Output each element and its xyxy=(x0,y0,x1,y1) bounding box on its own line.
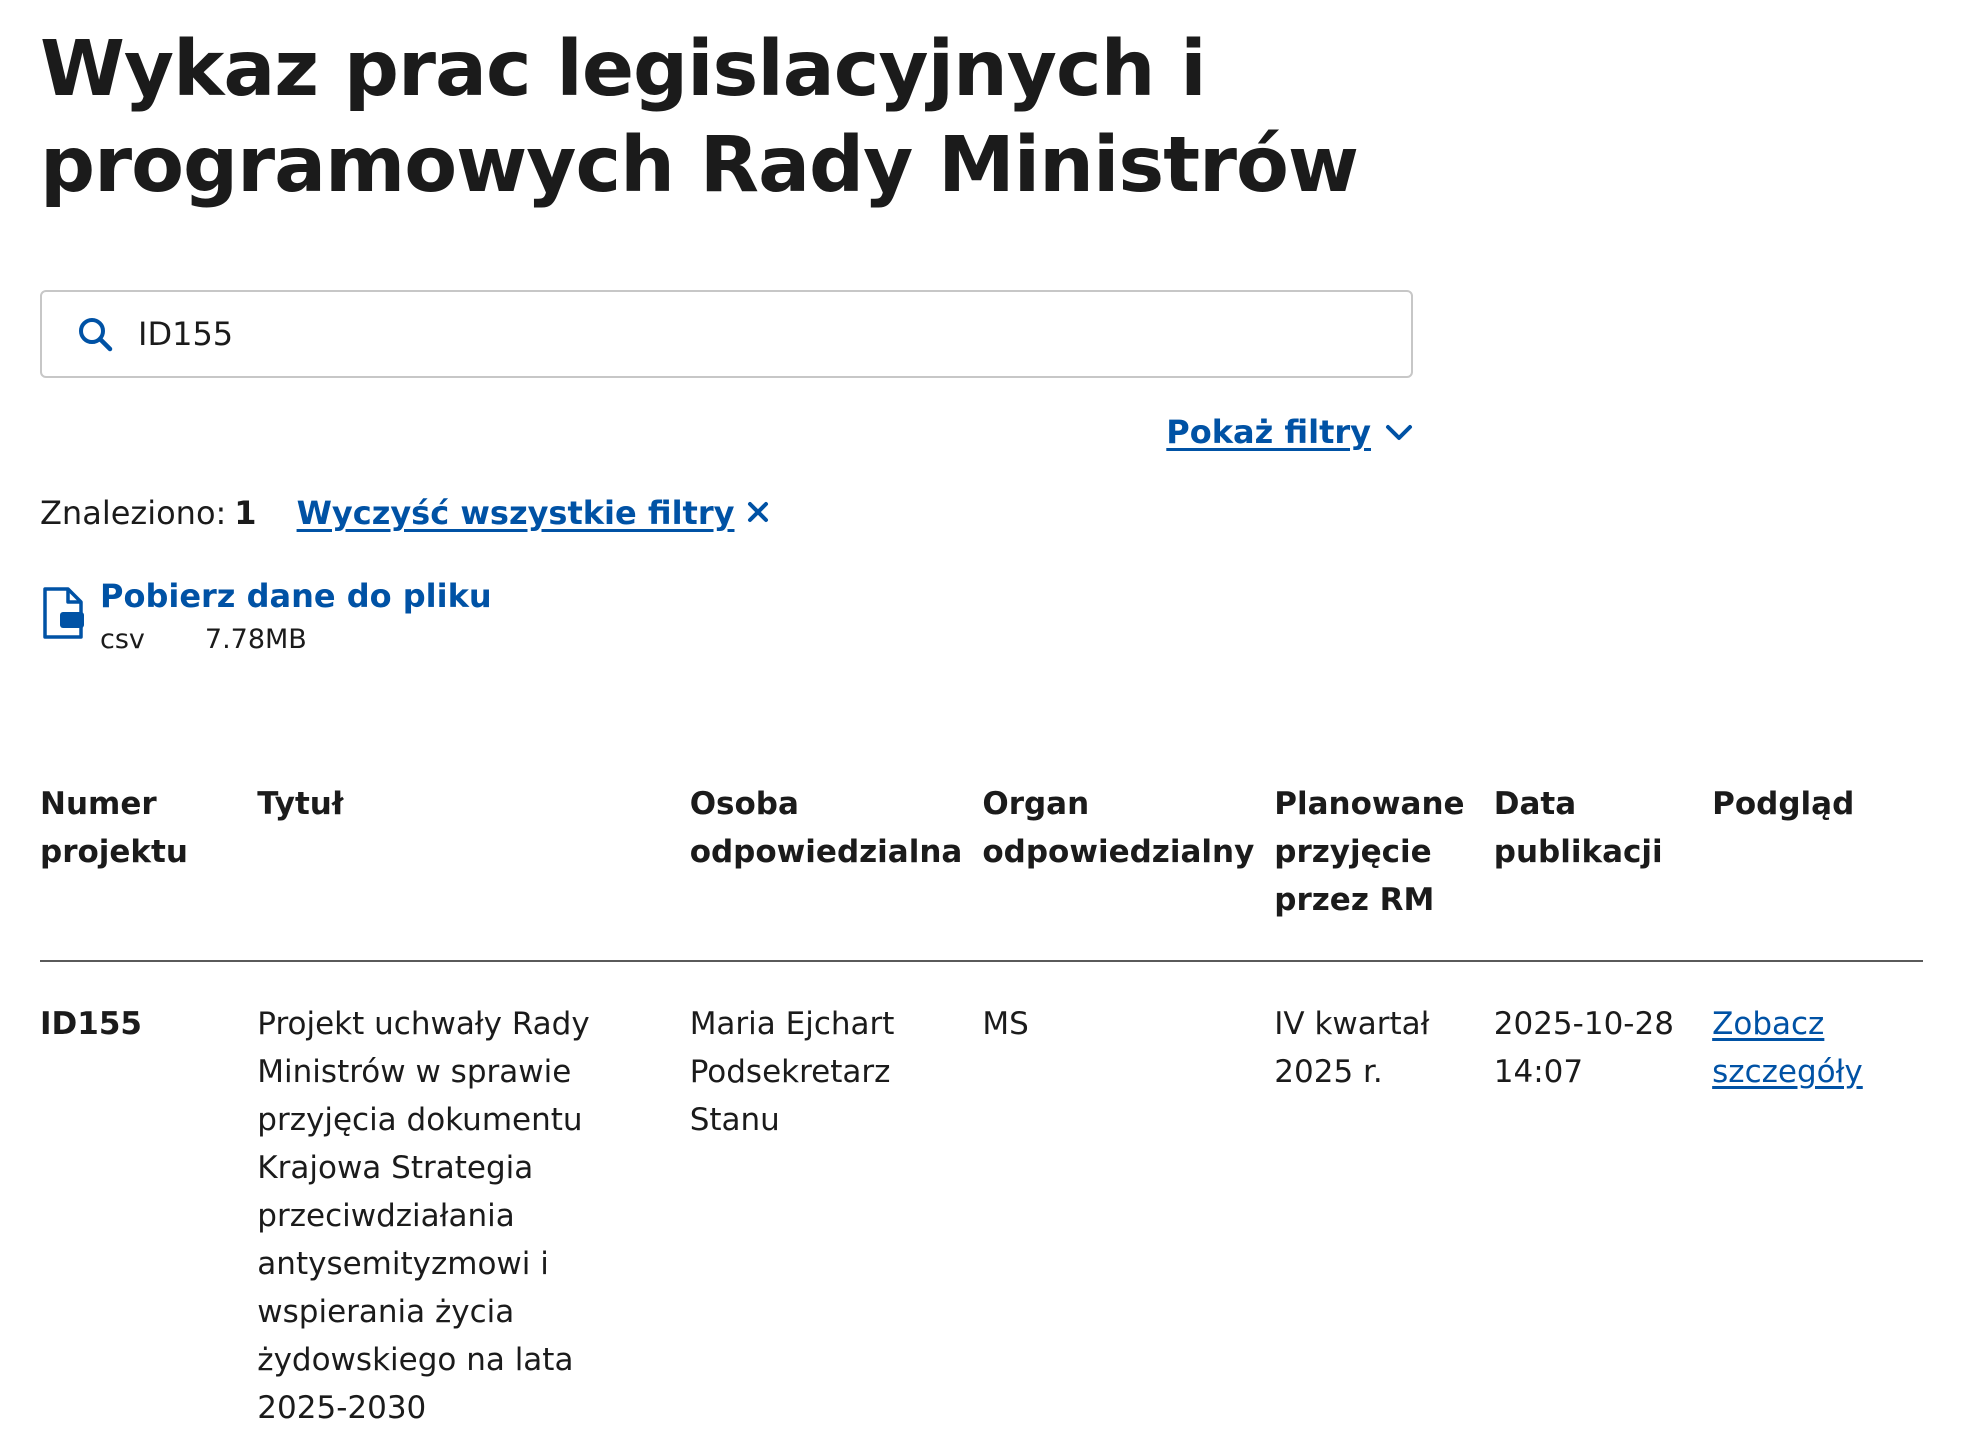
table-header-row xyxy=(40,780,1923,961)
search-box[interactable] xyxy=(40,290,1413,378)
results-table xyxy=(40,780,1923,1432)
file-size: 7.78MB xyxy=(204,624,307,655)
found-count: 1 xyxy=(234,494,257,532)
column-header-published: Data publikacji xyxy=(1494,780,1712,961)
cell-number: ID155 xyxy=(40,1006,142,1042)
cell-person: Maria Ejchart Podsekretarz Stanu xyxy=(689,1006,895,1138)
cell-preview xyxy=(1712,961,1923,1432)
column-header-number: Numer projektu xyxy=(40,780,257,961)
close-icon xyxy=(746,494,770,532)
cell-organ: MS xyxy=(982,1006,1029,1042)
found-label: Znaleziono: xyxy=(40,494,227,532)
clear-filters-button[interactable] xyxy=(297,494,771,532)
cell-planned: IV kwartał 2025 r. xyxy=(1274,1006,1430,1090)
file-download-icon[interactable] xyxy=(40,586,88,642)
column-header-title: Tytuł xyxy=(257,780,689,961)
download-link[interactable]: Pobierz dane do pliku xyxy=(100,577,492,615)
column-header-organ: Organ odpowiedzialny xyxy=(982,780,1274,961)
search-icon[interactable] xyxy=(70,309,120,359)
column-header-person: Osoba odpowiedzialna xyxy=(690,780,983,961)
chevron-down-icon xyxy=(1385,413,1413,451)
show-filters-label: Pokaż filtry xyxy=(1166,413,1371,451)
column-header-planned: Planowane przyjęcie przez RM xyxy=(1274,780,1493,961)
download-data xyxy=(40,572,492,655)
cell-published: 2025-10-28 14:07 xyxy=(1493,1006,1674,1090)
search-input[interactable] xyxy=(138,299,1411,369)
results-summary xyxy=(40,494,770,532)
page-title: Wykaz prac legislacyjnych i programowych Rady Ministrów xyxy=(40,25,1359,210)
column-header-preview: Podgląd xyxy=(1712,780,1923,961)
view-details-link[interactable]: Zobacz szczegóły xyxy=(1712,1006,1863,1090)
file-format: csv xyxy=(100,624,145,655)
show-filters-button[interactable] xyxy=(1166,413,1413,451)
table-row xyxy=(40,961,1923,1432)
download-meta xyxy=(100,624,492,655)
cell-title: Projekt uchwały Rady Ministrów w sprawie przyjęcia dokumentu Krajowa Strategia przeciwdziałania antysemityzmowi i wspierania życia żydowskiego na lata 2025-2030 xyxy=(257,1006,590,1426)
clear-filters-label: Wyczyść wszystkie filtry xyxy=(296,494,735,532)
